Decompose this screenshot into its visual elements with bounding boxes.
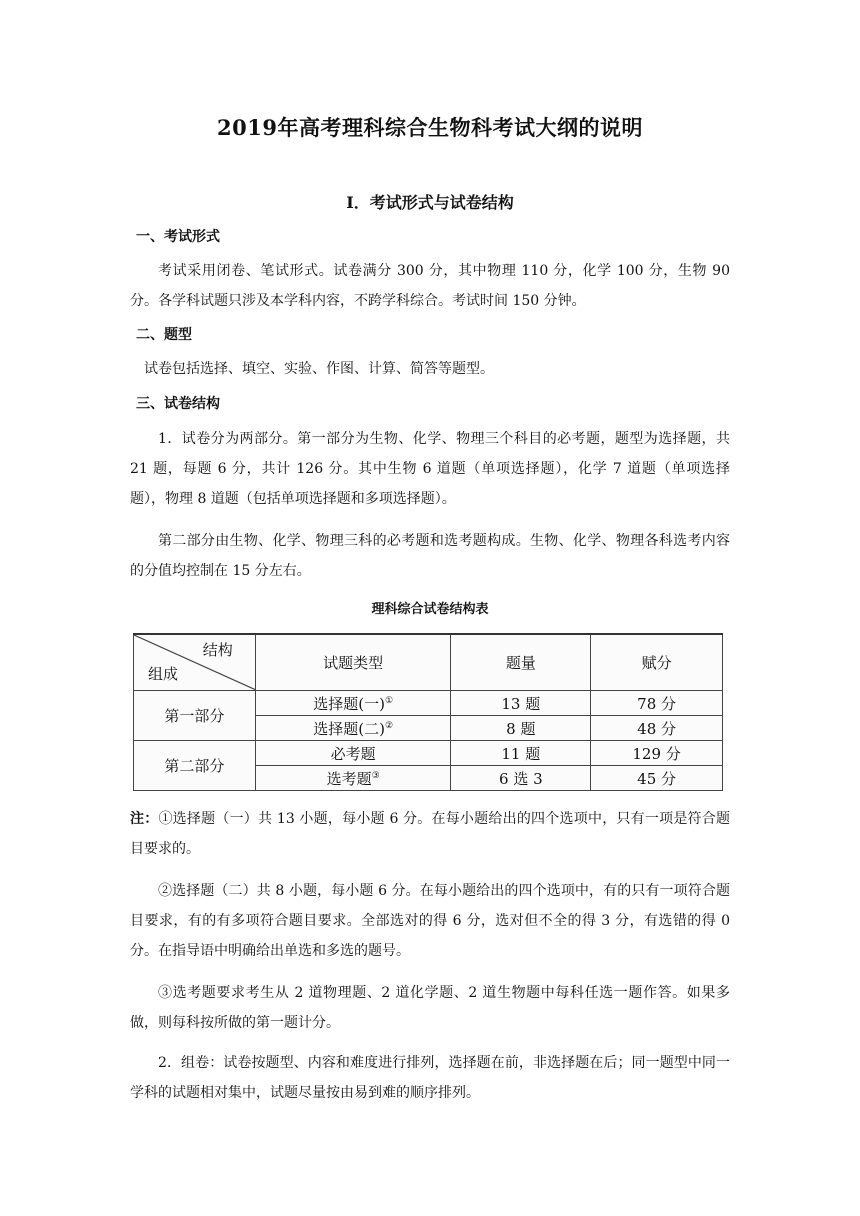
- row-type: 必考题: [255, 741, 451, 766]
- section-title: I．考试形式与试卷结构: [346, 193, 514, 212]
- table-row: [134, 691, 723, 716]
- note-label: 注：: [130, 811, 159, 827]
- row-count: 11 题: [451, 741, 591, 766]
- row-count: 6 选 3: [451, 766, 591, 791]
- row-score: 129 分: [591, 741, 723, 766]
- note-3: ③选考题要求考生从 2 道物理题、2 道化学题、2 道生物题中每科任选一题作答。如果多做，则每科按所做的第一题计分。: [130, 985, 730, 1031]
- row-count: 8 题: [451, 716, 591, 741]
- row-type: 选考题③: [255, 766, 451, 791]
- row-score: 48 分: [591, 716, 723, 741]
- paragraph-exam-form: 考试采用闭卷、笔试形式。试卷满分 300 分，其中物理 110 分，化学 100 分，生物 90 分。各学科试题只涉及本学科内容，不跨学科综合。考试时间 150 分钟。: [130, 263, 730, 309]
- part1-label: 第一部分: [134, 691, 256, 741]
- corner-label-composition: 组成: [148, 665, 179, 683]
- row-type: 选择题(二)②: [255, 716, 451, 741]
- table-header-row: [134, 634, 723, 691]
- heading-paper-structure: 三、试卷结构: [136, 396, 220, 412]
- page-title: 2019年高考理科综合生物科考试大纲的说明: [217, 115, 643, 140]
- row-score: 78 分: [591, 691, 723, 716]
- table-caption: 理科综合试卷结构表: [371, 602, 489, 617]
- table-row: [134, 741, 723, 766]
- structure-table: [133, 633, 723, 791]
- paragraph-structure-1: 1．试卷分为两部分。第一部分为生物、化学、物理三个科目的必考题，题型为选择题，共 21 题，每题 6 分，共计 126 分。其中生物 6 道题（单项选择题），化学 7 道题（单项选择题），物理 8 道题（包括单项选择题和多项选择题）。: [130, 431, 730, 507]
- corner-label-structure: 结构: [202, 641, 233, 659]
- table-corner-cell: [134, 634, 256, 691]
- note-2: ②选择题（二）共 8 小题，每小题 6 分。在每小题给出的四个选项中，有的只有一项符合题目要求，有的有多项符合题目要求。全部选对的得 6 分，选对但不全的得 3 分，有选错的得 0 分。在指导语中明确给出单选和多选的题号。: [130, 883, 730, 959]
- paragraph-structure-2: 第二部分由生物、化学、物理三科的必考题和选考题构成。生物、化学、物理各科选考内容的分值均控制在 15 分左右。: [130, 533, 730, 579]
- row-type: 选择题(一)①: [255, 691, 451, 716]
- heading-question-types: 二、题型: [136, 327, 192, 343]
- row-count: 13 题: [451, 691, 591, 716]
- header-score: 赋分: [591, 634, 723, 691]
- paragraph-question-types: 试卷包括选择、填空、实验、作图、计算、简答等题型。: [144, 361, 494, 377]
- header-count: 题量: [451, 634, 591, 691]
- note-1: 注：①选择题（一）共 13 小题，每小题 6 分。在每小题给出的四个选项中，只有一项是符合题目要求的。: [130, 811, 730, 857]
- part2-label: 第二部分: [134, 741, 256, 791]
- header-question-type: 试题类型: [255, 634, 451, 691]
- heading-exam-form: 一、考试形式: [136, 229, 220, 245]
- paragraph-assembly: 2．组卷：试卷按题型、内容和难度进行排列，选择题在前，非选择题在后；同一题型中同一学科的试题相对集中，试题尽量按由易到难的顺序排列。: [130, 1055, 730, 1101]
- row-score: 45 分: [591, 766, 723, 791]
